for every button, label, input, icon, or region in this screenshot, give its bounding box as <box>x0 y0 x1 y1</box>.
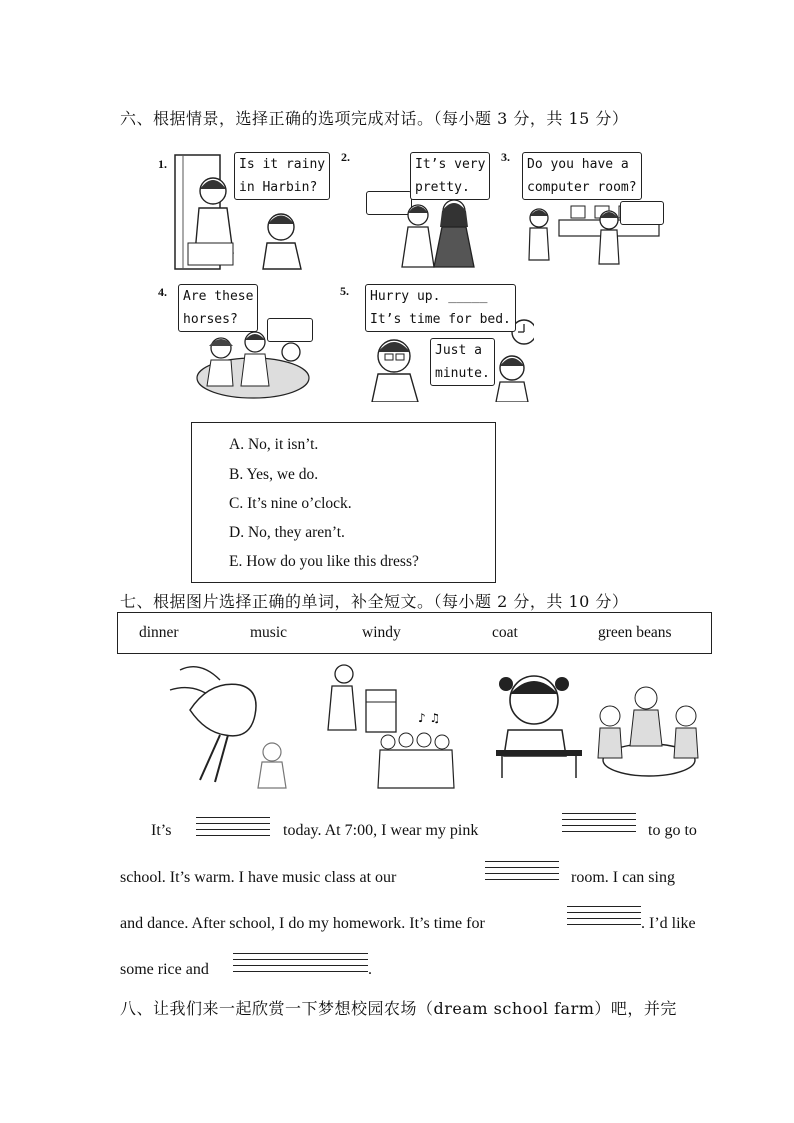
panel-4-speech-bubble <box>178 284 258 332</box>
panel-5-bubble-line-1: Hurry up. _____ <box>370 289 488 304</box>
word-bank-item: coat <box>492 624 518 641</box>
panel-3-number: 3. <box>501 150 510 164</box>
option-b: B. Yes, we do. <box>229 466 319 483</box>
svg-text:♪ ♫: ♪ ♫ <box>418 711 441 725</box>
blank-1[interactable] <box>196 814 270 838</box>
word-bank-item: green beans <box>598 624 672 641</box>
panel-3-bubble-line-1: Do you have a <box>527 157 629 172</box>
passage-line-1-start: It’s <box>151 822 172 839</box>
panel-4-bubble-line-2: horses? <box>183 312 238 327</box>
panel-5-bubble-line-2: It’s time for bed. <box>370 312 511 327</box>
passage-line-2-end: room. I can sing <box>571 869 675 886</box>
panel-5-speech-bubble <box>365 284 516 332</box>
homework-picture <box>488 660 588 780</box>
word-bank-item: windy <box>362 624 401 641</box>
panel-2-bubble-line-2: pretty. <box>415 180 470 195</box>
panel-2-speech-bubble <box>410 152 490 200</box>
panel-2-illustration <box>396 197 478 269</box>
passage-line-4-end: . <box>368 961 372 978</box>
passage-line-3-start: and dance. After school, I do my homework. It’s time for <box>120 915 485 932</box>
panel-4-bubble-line-1: Are these <box>183 289 254 304</box>
panel-5-number: 5. <box>340 284 349 298</box>
passage-line-2-start: school. It’s warm. I have music class at our <box>120 869 397 886</box>
panel-3-empty-bubble <box>620 201 664 225</box>
panel-5-reply-line-2: minute. <box>435 366 490 381</box>
panel-2-number: 2. <box>341 150 350 164</box>
panel-1-number: 1. <box>158 157 167 171</box>
blank-3[interactable] <box>485 858 559 882</box>
windy-picture <box>160 660 300 790</box>
panel-5-reply-line-1: Just a <box>435 343 482 358</box>
blank-4[interactable] <box>567 903 641 927</box>
passage-line-1-end: to go to <box>648 822 697 839</box>
panel-3-speech-bubble <box>522 152 642 200</box>
panel-1-bubble-line-2: in Harbin? <box>239 180 318 195</box>
word-bank <box>117 612 712 654</box>
panel-4-number: 4. <box>158 285 167 299</box>
passage-line-4-start: some rice and <box>120 961 209 978</box>
passage-line-3-end: . I’d like <box>641 915 696 932</box>
blank-5[interactable] <box>233 950 368 974</box>
dinner-picture <box>594 680 704 790</box>
section8-heading: 八、让我们来一起欣赏一下梦想校园农场（dream school farm）吧，并完 <box>120 999 677 1018</box>
panel-3-bubble-line-2: computer room? <box>527 180 637 195</box>
word-bank-item: dinner <box>139 624 179 641</box>
panel-1-bubble-line-1: Is it rainy <box>239 157 326 172</box>
panel-4-empty-bubble <box>267 318 313 342</box>
option-d: D. No, they aren’t. <box>229 524 345 541</box>
blank-2[interactable] <box>562 810 636 834</box>
panel-1-speech-bubble <box>234 152 330 200</box>
section6-heading: 六、根据情景，选择正确的选项完成对话。（每小题 3 分，共 15 分） <box>120 109 629 128</box>
option-a: A. No, it isn’t. <box>229 436 319 453</box>
option-c: C. It’s nine o’clock. <box>229 495 352 512</box>
options-box <box>191 422 496 583</box>
section7-heading: 七、根据图片选择正确的单词，补全短文。（每小题 2 分，共 10 分） <box>120 592 629 611</box>
word-bank-item: music <box>250 624 288 641</box>
panel-2-bubble-line-1: It’s very <box>415 157 486 172</box>
passage-line-1-middle: today. At 7:00, I wear my pink <box>283 822 479 839</box>
panel-5-reply-bubble <box>430 338 495 386</box>
music-picture <box>322 660 472 790</box>
option-e: E. How do you like this dress? <box>229 553 419 570</box>
